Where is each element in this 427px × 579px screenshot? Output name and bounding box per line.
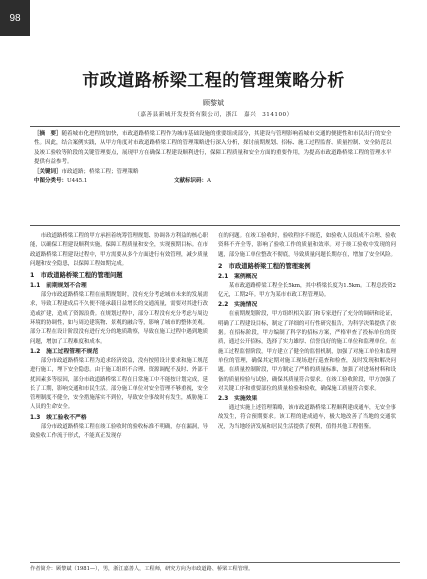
section-heading: 1.3 竣工验收不严格 [30,414,87,421]
doc-code-label: 文献标识码： [174,178,208,185]
body-right-column [218,232,396,432]
doc-code-value: A [207,178,211,185]
author-footnote: 作者简介：顾黎斌（1981—），男，浙江嘉善人，工程师，研究方向为市政道路、桥梁工程管理。 [30,562,400,572]
abstract-label: ［摘 要］ [34,131,62,137]
section-heading: 2.1 案例概况 [218,273,258,280]
body-paragraph: 部分市政道路桥梁工程在竣工验收时的验收标准不明确，存在漏洞，导致验收工作流于形式，不能真正发现存 [30,423,208,440]
section-heading: 1.2 施工过程管理不规范 [30,348,99,355]
section-heading: 2.3 实施效果 [218,396,258,403]
section-heading: 2 市政道路桥梁工程的管理案例 [218,262,311,270]
body-paragraph: 某市政道路桥梁工程全长5km，其中桥梁长度为1.5km。工程总投资2亿元，工期2年。甲方为某市市政工程管理局。 [218,282,396,299]
body-paragraph: 部分市政道路桥梁工程在前期规划时，没有充分考虑城市未来的发展需求，导致工程建成后不久便不能承载日益增长的交通流量，需要对其进行改造或扩建，造成了资源浪费。在规划过程中，部分工程没有充分考虑与周边环境的协调性，如与周边建筑物、景观的融合等，影响了城市的整体美观。部分工程在设计阶段没有进行充分的地质勘察，导致在施工过程中遇到地质问题，增加了工程难度和成本。 [30,292,208,345]
body-paragraph: 市政道路桥梁工程的甲方承担着统筹管理规划、协调各方利益的核心职能，以确保工程建设顺利实施，保障工程质量和安全，实现预期目标。在市政道路桥梁工程建设过程中，甲方需要从多个方面进行有效管理，减少质量问题和安全隐患，以保障工程如期完成。 [30,233,208,267]
author-name: 顾黎斌 [203,99,224,107]
abstract-box [30,126,400,226]
body-left-column [30,232,208,441]
abstract-text: 随着城市化进程的加快，市政道路桥梁工程作为城市基础设施的重要组成部分，其建设与管理影响着城市交通的便捷性和市民出行的安全性。因此，结合案例实践，从甲方角度对市政道路桥梁工程的管理策略进行深入分析，探讨前期规划、招标、施工过程监督、质量控制、安全防范以及竣工验收等阶段的关键管理要点，展现甲方在确保工程建设顺利进行，保障工程质量和安全方面的重要作用，为提高市政道路桥梁工程的管理水平提供有益参考。 [34,131,392,166]
classification-row [34,177,396,186]
body-paragraph: 在前期规划阶段，甲方组织相关部门和专家进行了充分的调研和论证，明确了工程建设目标，制定了详细的可行性研究报告，为科学决策提供了依据。在招标阶段，甲方编制了科学的招标方案，严格审查了投标单位的资质，通过公开招标，选择了实力雄厚、信誉良好的施工单位和监理单位。在施工过程监督阶段，甲方建立了健全的监督机制，加强了对施工单位和监理单位的管理，确保其定期对施工现场进行巡查和检查，及时发现和解决问题。在质量控制阶段，甲方制定了严格的质量标准，加强了对进场材料和设备的质量检验与试验，确保其质量符合要求。在竣工验收阶段，甲方加强了对关键工序和重要部位的质量检验和验收，确保施工质量符合要求。 [218,311,396,392]
keywords-label: ［关键词］ [34,168,62,175]
body-paragraph: 通过实施上述管理策略，该市政道路桥梁工程顺利建成通车，无安全事故发生，符合预期要求。该工程的建成通车，极大地改善了当地的交通状况，为当地经济发展和居民生活提供了便利，值得其他工程借鉴。 [218,405,396,430]
clc-value: U445.1 [67,178,88,185]
abstract [34,130,396,168]
page-number: 98 [0,0,30,36]
paper-title: 市政道路桥梁工程的管理策略分析 [82,71,345,91]
section-heading: 2.2 实施情况 [218,302,258,309]
body-paragraph: 在的问题。在竣工验收时，验收程序不规范，如验收人员组成不合理、验收资料不齐全等，影响了验收工作的质量和效率。对于竣工验收中发现的问题，部分施工单位整改不彻底，导致质量问题长期存在，增加了安全风险。 [218,233,396,258]
section-heading: 1.1 前期规划不合理 [30,283,87,290]
section-heading: 1 市政道路桥梁工程的管理问题 [30,272,123,280]
keywords [34,168,396,177]
body-paragraph: 部分市政道路桥梁工程为追求经济效益，没有按照设计要求和施工规范进行施工，埋下安全隐患。由于施工组织不合理、资源调配不及时、外部干扰因素多等原因，部分市政道路桥梁工程在日常施工中不能按计划完成，延长了工期，影响交通和市民生活。部分施工单位对安全管理不够重视，安全管理制度不健全，安全措施落实不到位，导致安全事故时有发生，威胁施工人员的生命安全。 [30,357,208,411]
clc-label: 中图分类号： [34,178,68,185]
keywords-text: 市政道路；桥梁工程；管理策略 [61,168,139,175]
author-affiliation: （嘉善县新城开发投资有限公司，浙江 嘉兴 314100） [134,112,293,118]
